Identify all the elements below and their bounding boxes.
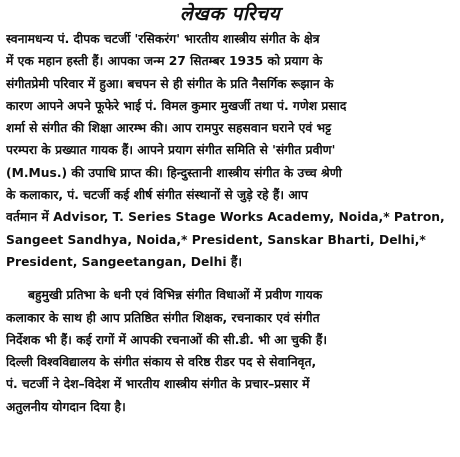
- text-line: के कलाकार, पं. चटर्जी कई शीर्ष संगीत संस्थानों से जुड़े रहे हैं। आप: [6, 188, 308, 203]
- text-line: स्वनामधन्य पं. दीपक चटर्जी 'रसिकरंग' भारतीय शास्त्रीय संगीत के क्षेत्र: [6, 32, 320, 46]
- text-line: (M.Mus.) की उपाधि प्राप्त की। हिन्दुस्तानी शास्त्रीय संगीत के उच्च श्रेणी: [6, 165, 342, 180]
- text-line: कारण आपने अपने फूफेरे भाई पं. विमल कुमार मुखर्जी तथा पं. गणेश प्रसाद: [6, 98, 347, 113]
- paragraph-gap: [6, 273, 454, 284]
- text-line: दिल्ली विश्वविद्यालय के संगीत संकाय से वरिष्ठ रीडर पद से सेवानिवृत,: [6, 355, 317, 370]
- text-line: Sangeet Sandhya, Noida,* President, Sanskar Bharti, Delhi,*: [6, 232, 426, 247]
- text-line: वर्तमान में Advisor, T. Series Stage Works Academy, Noida,* Patron,: [6, 210, 445, 225]
- text-line: पं. चटर्जी ने देश–विदेश में भारतीय शास्त्रीय संगीत के प्रचार–प्रसार में: [6, 377, 310, 392]
- page-title: लेखक परिचय: [179, 3, 281, 25]
- text-line: शर्मा से संगीत की शिक्षा आरम्भ की। आप रामपुर सहसवान घराने एवं भट्ट: [6, 121, 332, 136]
- text-line: निर्देशक भी हैं। कई रागों में आपकी रचनाओं की सी.डी. भी आ चुकी हैं।: [6, 332, 328, 347]
- paragraph-achievements: [6, 284, 454, 418]
- text-line: परम्परा के प्रख्यात गायक हैं। आपने प्रयाग संगीत समिति से 'संगीत प्रवीण': [6, 143, 336, 158]
- paragraph-biography: [6, 28, 454, 273]
- text-line: बहुमुखी प्रतिभा के धनी एवं विभिन्न संगीत विधाओं में प्रवीण गायक: [28, 288, 323, 303]
- text-line: President, Sangeetangan, Delhi हैं।: [6, 254, 243, 269]
- text-line: संगीतप्रेमी परिवार में हुआ। बचपन से ही संगीत के प्रति नैसर्गिक रूझान के: [6, 76, 334, 91]
- text-line: में एक महान हस्ती हैं। आपका जन्म 27 सितम्बर 1935 को प्रयाग के: [6, 54, 323, 69]
- text-line: कलाकार के साथ ही आप प्रतिष्ठित संगीत शिक्षक, रचनाकार एवं संगीत: [6, 310, 320, 325]
- text-line: अतुलनीय योगदान दिया है।: [6, 399, 126, 414]
